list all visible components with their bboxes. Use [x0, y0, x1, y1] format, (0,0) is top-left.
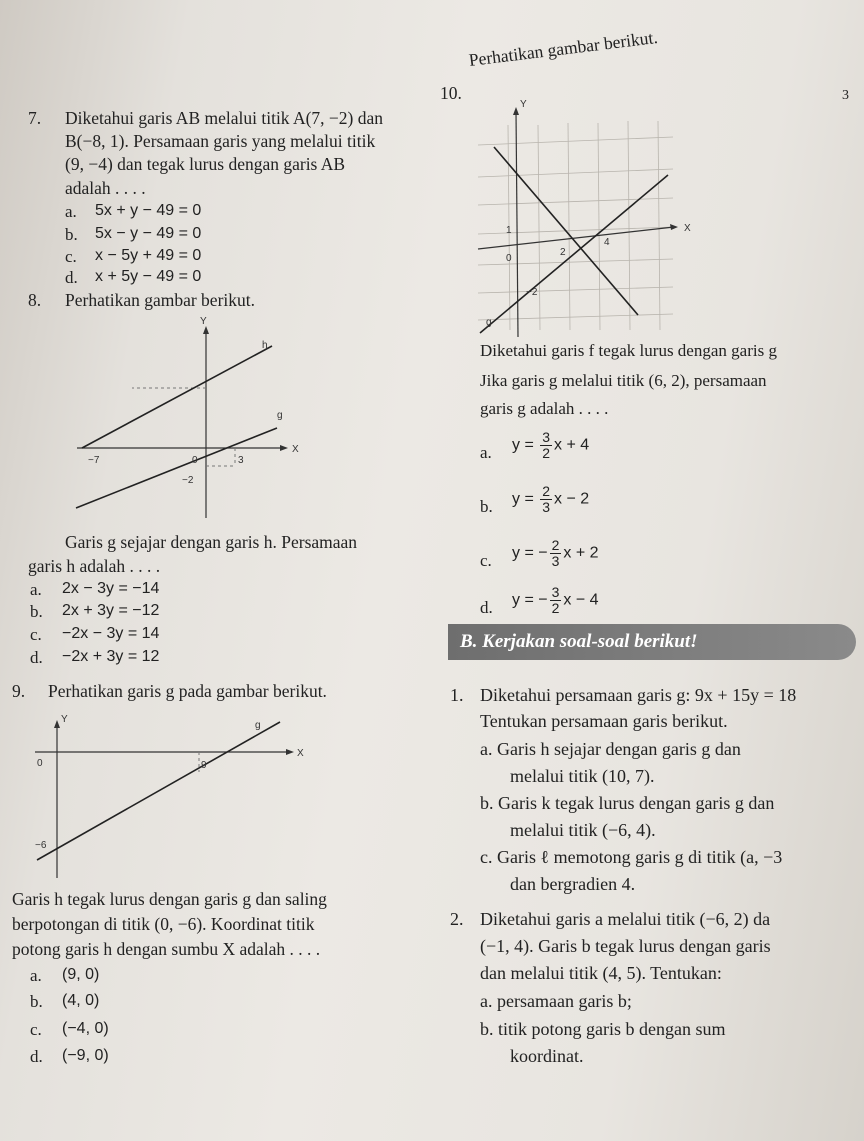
q10-tick-4: 4: [604, 237, 610, 248]
q9-option-b-letter: b.: [30, 992, 43, 1011]
q9-g-label: g: [255, 720, 261, 731]
q8-tick-neg7: −7: [88, 455, 100, 466]
q10-option-a-pre: y =: [512, 436, 539, 454]
q10-option-d-den: 2: [551, 599, 560, 616]
essay2-line2: (−1, 4). Garis b tegak lurus dengan garis: [480, 936, 771, 956]
q9-y-label: Y: [61, 714, 68, 725]
q10-option-d-post: x − 4: [563, 591, 599, 609]
q10-option-c-fraction: [550, 538, 562, 568]
q8-title: Perhatikan gambar berikut.: [65, 290, 256, 310]
essay1-b-line1: b. Garis k tegak lurus dengan garis g dan: [480, 793, 775, 813]
q10-option-d-num: 3: [551, 584, 560, 600]
q9-option-d-letter: d.: [30, 1047, 43, 1066]
essay1-line1: Diketahui persamaan garis g: 9x + 15y = 18: [480, 685, 797, 705]
essay1-number: 1.: [450, 685, 464, 705]
essay2-b-line1: b. titik potong garis b dengan sum: [480, 1019, 726, 1039]
q7-option-b: 5x − y − 49 = 0: [95, 225, 202, 242]
q7-text-2: B(−8, 1). Persamaan garis yang melalui titik: [65, 131, 376, 151]
q8-y-arrow: [203, 326, 209, 334]
q10-option-b-num: 2: [542, 483, 551, 499]
q8-g-label: g: [277, 410, 283, 421]
q10-option-a-fraction: [540, 430, 552, 460]
q7-option-a-letter: a.: [65, 202, 77, 221]
q7-option-b-letter: b.: [65, 225, 78, 244]
q8-x-label: X: [292, 444, 299, 455]
essay1-line2: Tentukan persamaan garis berikut.: [480, 711, 728, 731]
q7-text-1: Diketahui garis AB melalui titik A(7, −2) dan: [65, 108, 384, 128]
q10-option-c-pre: y = −: [512, 544, 548, 562]
essay1-c-line1: c. Garis ℓ memotong garis g di titik (a, −3: [480, 847, 783, 867]
q7-option-d: x + 5y − 49 = 0: [95, 268, 202, 285]
q7-option-a: 5x + y − 49 = 0: [95, 202, 202, 219]
q7-option-c: x − 5y + 49 = 0: [95, 247, 202, 264]
q9-text-3: potong garis h dengan sumbu X adalah . . . .: [12, 939, 321, 959]
q9-x-label: X: [297, 748, 304, 759]
q9-option-c-letter: c.: [30, 1020, 42, 1039]
q10-option-a-den: 2: [542, 444, 551, 461]
q10-tick-neg2: −2: [526, 287, 538, 298]
q10-tick-2: 2: [560, 247, 566, 258]
q9-text-2: berpotongan di titik (0, −6). Koordinat titik: [12, 914, 315, 934]
q9-line-g: [37, 722, 280, 860]
q10-option-c: [512, 538, 599, 568]
q10-option-b-den: 3: [542, 498, 551, 515]
q10-tick-1: 1: [506, 225, 512, 236]
corner-mark: 3: [842, 88, 849, 103]
q10-option-c-den: 3: [551, 552, 560, 569]
q9-number: 9.: [12, 681, 26, 701]
q9-tick-9: 9: [201, 760, 207, 771]
essay2-a: a. persamaan garis b;: [480, 991, 632, 1011]
essay2-b-line2: koordinat.: [510, 1046, 584, 1066]
q8-option-b-letter: b.: [30, 602, 43, 621]
q9-option-d: (−9, 0): [62, 1047, 109, 1064]
q10-option-b-post: x − 2: [554, 490, 590, 508]
q7-number: 7.: [28, 108, 42, 128]
q9-option-a: (9, 0): [62, 966, 100, 983]
essay1-a-line1: a. Garis h sejajar dengan garis g dan: [480, 739, 741, 759]
essay1-a-line2: melalui titik (10, 7).: [510, 766, 655, 786]
q8-line-g: [76, 428, 277, 508]
q8-text-1: Garis g sejajar dengan garis h. Persamaan: [65, 532, 358, 552]
q8-graph: [72, 318, 312, 528]
essay1-b-line2: melalui titik (−6, 4).: [510, 820, 656, 840]
q7-text-4: adalah . . . .: [65, 178, 146, 198]
q10-x-arrow: [670, 224, 678, 230]
essay2-line3: dan melalui titik (4, 5). Tentukan:: [480, 963, 722, 983]
q8-tick-0: 0: [192, 455, 198, 466]
q10-option-c-letter: c.: [480, 551, 492, 570]
q8-option-c: −2x − 3y = 14: [62, 625, 160, 642]
q10-option-d-pre: y = −: [512, 591, 548, 609]
section-b-banner: B. Kerjakan soal-soal berikut!: [448, 624, 856, 660]
q8-tick-neg2: −2: [182, 475, 194, 486]
essay1-c-line2: dan bergradien 4.: [510, 874, 636, 894]
q8-x-arrow: [280, 445, 288, 451]
q9-option-b: (4, 0): [62, 992, 100, 1009]
q10-option-a-num: 3: [542, 429, 551, 445]
q10-option-d-fraction: [550, 585, 562, 615]
q8-text-2: garis h adalah . . . .: [28, 556, 161, 576]
q10-line-g: [494, 147, 638, 315]
essay2-line1: Diketahui garis a melalui titik (−6, 2) da: [480, 909, 771, 929]
q10-option-b-pre: y =: [512, 490, 539, 508]
q9-graph: [35, 710, 325, 880]
q9-text-1: Garis h tegak lurus dengan garis g dan saling: [12, 889, 327, 909]
q10-text-3: garis g adalah . . . .: [480, 399, 609, 418]
q9-tick-neg6: −6: [35, 840, 47, 851]
q8-option-b: 2x + 3y = −12: [62, 602, 160, 619]
q8-option-c-letter: c.: [30, 625, 42, 644]
q9-title: Perhatikan garis g pada gambar berikut.: [48, 681, 327, 701]
q10-option-a-letter: a.: [480, 443, 492, 462]
q10-title: Perhatikan gambar berikut.: [467, 26, 659, 70]
essay2-number: 2.: [450, 909, 464, 929]
q9-y-arrow: [54, 720, 60, 728]
q10-option-a: [512, 430, 589, 460]
q10-option-b: [512, 484, 589, 514]
q8-option-d-letter: d.: [30, 648, 43, 667]
q10-tick-0: 0: [506, 253, 512, 264]
q8-option-d: −2x + 3y = 12: [62, 648, 160, 665]
q10-option-d-letter: d.: [480, 598, 493, 617]
q8-tick-3: 3: [238, 455, 244, 466]
q10-text-1: Diketahui garis f tegak lurus dengan garis g: [480, 341, 777, 360]
q10-option-c-num: 2: [551, 537, 560, 553]
q10-x-label: X: [684, 223, 691, 234]
q8-h-label: h: [262, 340, 268, 351]
q10-option-d: [512, 585, 599, 615]
q10-option-b-letter: b.: [480, 497, 493, 516]
q10-g-label: g: [486, 317, 492, 328]
q8-y-label: Y: [200, 316, 207, 327]
q8-option-a: 2x − 3y = −14: [62, 580, 160, 597]
q8-line-h: [82, 346, 272, 448]
q10-y-label: Y: [520, 99, 527, 110]
q10-text-2: Jika garis g melalui titik (6, 2), persamaan: [480, 371, 767, 390]
q9-tick-0: 0: [37, 758, 43, 769]
q8-number: 8.: [28, 290, 42, 310]
q10-graph: [468, 95, 708, 340]
q9-option-c: (−4, 0): [62, 1020, 109, 1037]
q10-option-c-post: x + 2: [563, 544, 599, 562]
q9-option-a-letter: a.: [30, 966, 42, 985]
q10-option-b-fraction: [540, 484, 552, 514]
q10-y-arrow: [513, 107, 519, 115]
q7-option-d-letter: d.: [65, 268, 78, 287]
q9-x-arrow: [286, 749, 294, 755]
q10-number: 10.: [440, 83, 462, 103]
q7-option-c-letter: c.: [65, 247, 77, 266]
q10-option-a-post: x + 4: [554, 436, 590, 454]
q8-option-a-letter: a.: [30, 580, 42, 599]
q7-text-3: (9, −4) dan tegak lurus dengan garis AB: [65, 154, 346, 174]
